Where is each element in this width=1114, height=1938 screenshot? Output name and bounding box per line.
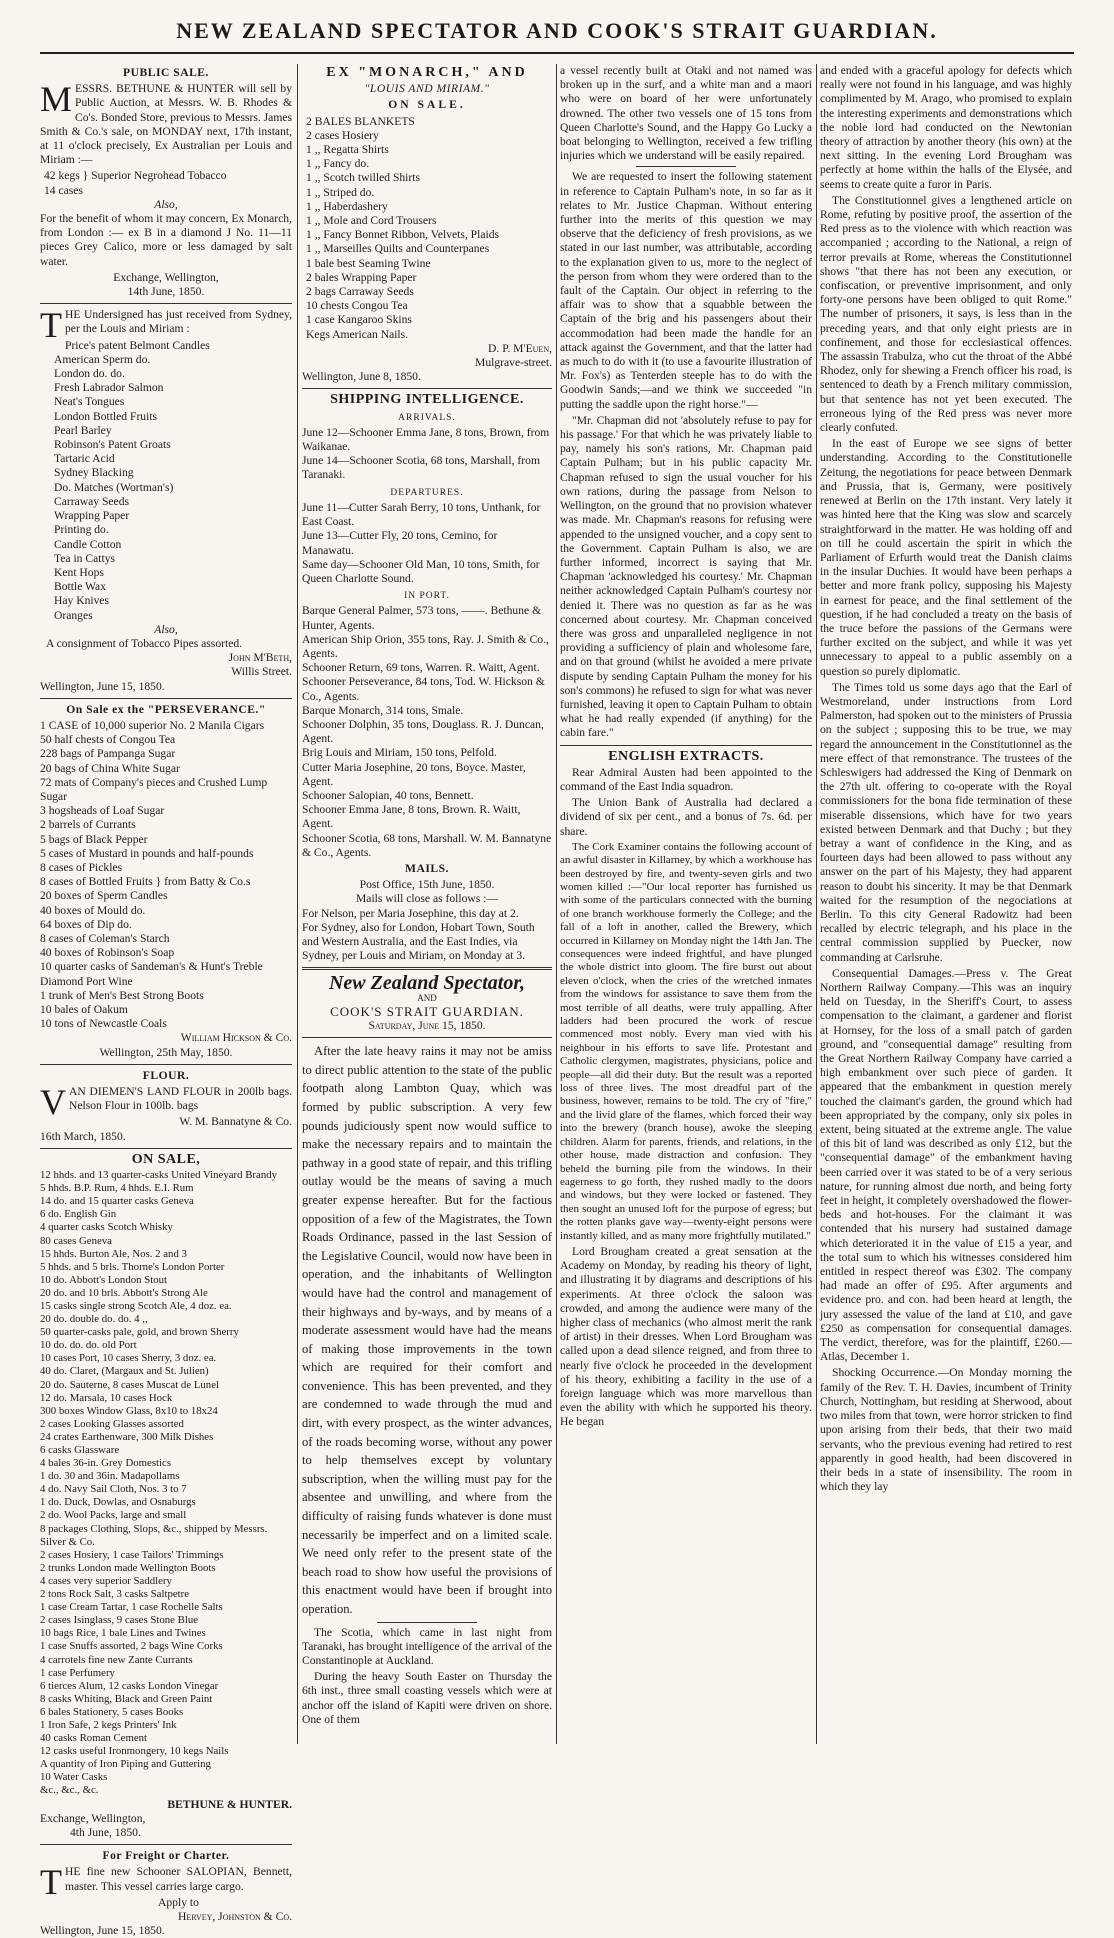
list-item: 2 do. Wool Packs, large and small bbox=[40, 1509, 187, 1522]
column-divider bbox=[556, 64, 557, 1744]
denmark-paragraph: In the east of Europe we see signs of better understanding. According to the Constitutionelle Zeitung, the negotiations for peace between Denmark and Prussia, that is, Germany, were positively renewed at Berlin on the 17th instant. Very lately it was hinted here that the King was slow and scarcely straightforward in the matter. He was holding off and on till he could ascertain the spirit in which the Parliament of Erfurth would treat the Danish claims in the insular Duchies. It would have been perhaps a better and more frank policy, supposing his Majesty in earnest for peace, and the final settlement of the question, if he had concluded a treaty on the basis of the truce before the passions of the Germans were further excited on the subject, and while it was yet unnecessary to appeal to a public assembly on a question so purely diplomatic. bbox=[820, 437, 1072, 678]
austen-paragraph: Rear Admiral Austen had been appointed to the command of the East India squadron. bbox=[560, 765, 812, 793]
list-item: Bottle Wax bbox=[54, 580, 106, 594]
list-item: 10 do. do. do. old Port bbox=[40, 1339, 137, 1352]
on-sale-items bbox=[40, 1169, 292, 1798]
list-item: 1 Iron Safe, 2 kegs Printers' Ink bbox=[40, 1718, 177, 1731]
monarch-items bbox=[302, 115, 552, 342]
list-item: 8 cases of Bottled Fruits } from Batty & Co.s bbox=[40, 875, 251, 889]
public-sale-body: MESSRS. BETHUNE & HUNTER will sell by Public Auction, at Messrs. W. B. Rhodes & Co's. Bonded Store, previous to Messrs. James Smith & Co.'s sale, on MONDAY next, 17th instant, at 11 o'clock precisely, Ex Australian per Louis and Miriam :— bbox=[40, 79, 292, 167]
list-item: 2 trunks London made Wellington Boots bbox=[40, 1561, 216, 1574]
list-item: 1 CASE of 10,000 superior No. 2 Manila Cigars bbox=[40, 718, 265, 732]
freight-body: THE fine new Schooner SALOPIAN, Bennett, master. This vessel carries large cargo. bbox=[40, 1862, 292, 1903]
list-item: American Sperm do. bbox=[54, 352, 151, 366]
union-bank-paragraph: The Union Bank of Australia had declared a dividend of six per cent., and a bonus of 7s. 6d. per share. bbox=[560, 796, 812, 838]
list-item: 50 quarter-casks pale, gold, and brown Sherry bbox=[40, 1326, 239, 1339]
list-item: American Ship Orion, 355 tons, Ray. J. Smith & Co., Agents. bbox=[302, 632, 549, 660]
list-item: 1 case Perfumery bbox=[40, 1666, 115, 1679]
list-item: 20 boxes of Sperm Candles bbox=[40, 889, 168, 903]
list-item: 40 do. Claret, (Margaux and St. Julien) bbox=[40, 1365, 209, 1378]
top-rule bbox=[40, 52, 1074, 54]
list-item: 10 bales of Oakum bbox=[40, 1003, 128, 1016]
list-item: Brig Louis and Miriam, 150 tons, Pelfold. bbox=[302, 746, 497, 760]
arrivals-list bbox=[302, 426, 552, 483]
public-sale-body-2: For the benefit of whom it may concern, Ex Monarch, from London :— ex B in a diamond J No. 11—11 pieces Grey Calico, more or less damaged by salt water. bbox=[40, 212, 292, 268]
column-3 bbox=[560, 64, 812, 1744]
page-title: NEW ZEALAND SPECTATOR AND COOK'S STRAIT GUARDIAN. bbox=[176, 18, 938, 43]
list-item: Neat's Tongues bbox=[54, 395, 125, 409]
list-item: Carraway Seeds bbox=[54, 494, 130, 508]
times-paragraph: The Times told us some days ago that the Earl of Westmoreland, under instructions from Lord Palmerston, had spoken out to the ministers of Prussia on the subject ; supposing this to be true, we may regard the announcement in the Constitutionnel as the mere effect of that remonstrance. The trustees of the Schleswigers had addressed the King of Denmark on the 27th ult. offering to co-operate with the Royal commissioners for the bona fide termination of these miserable dissensions, which have for two years existed between Denmark and that Duchy ; but they betray a want of confidence in the King, and as fourteen days had been allowed to pass without any answer on the part of his Majesty, they had apparent reason to doubt his sincerity. It may be that Denmark waited for the resumption of the negociations at Berlin. To this city General Radowitz had been recalled by electric telegraph, and his place in the central commission supplied by Puecker, now commanding at Carlsruhe. bbox=[820, 680, 1072, 964]
list-item: 8 cases of Pickles bbox=[40, 860, 123, 874]
list-item: &c., &c., &c. bbox=[40, 1784, 99, 1797]
list-item: 1 ,, Striped do. bbox=[306, 185, 375, 199]
list-item: 20 do. Sauterne, 8 cases Muscat de Lunel bbox=[40, 1378, 219, 1391]
list-item: Cutter Maria Josephine, 20 tons, Boyce. Master, Agent. bbox=[302, 760, 526, 788]
list-item: 20 bags of China White Sugar bbox=[40, 761, 180, 775]
list-item: 8 cases of Coleman's Starch bbox=[40, 931, 170, 945]
list-item: 10 cases Port, 10 cases Sherry, 3 doz. ea. bbox=[40, 1352, 217, 1365]
on-sale-heading: ON SALE, bbox=[131, 1151, 201, 1167]
pulham-paragraph: We are requested to insert the following statement in reference to Captain Pulham's note, in so far as it relates to Mr. Justice Chapman. Without entering further into the merits of this question we may observe that the deficiency of fresh provisions, as we stated in our last number, was attributable, according to the explanation given to us, more to the neglect of the person from whom they were ordered than to the fault of the Captain. Our object in referring to the affair was to show that a squabble between the Captain of the brig and his passengers about their accommodation had been made the handle for an attack against the Government, and that the latter had as much to do with it (to use a favourite illustration of Mr. Fox's) as Tenterden steeple has to do with the Goodwin Sands;—and we think we succeeded "in putting the saddle upon the right horse."— bbox=[560, 170, 812, 411]
list-item: 10 do. Abbott's London Stout bbox=[40, 1273, 168, 1286]
list-item: 10 tons of Newcastle Coals bbox=[40, 1017, 167, 1031]
mails-list bbox=[302, 907, 552, 964]
list-item: 20 do. and 10 brls. Abbott's Strong Ale bbox=[40, 1286, 208, 1299]
column-divider bbox=[816, 64, 817, 1744]
gale-paragraph: During the heavy South Easter on Thursday the 6th inst., three small coasting vessels which were at anchor off the island of Kapiti were driven on shore. One of them bbox=[302, 1670, 552, 1726]
list-item: 1 case Kangaroo Skins bbox=[306, 313, 412, 327]
column-4 bbox=[820, 64, 1072, 1744]
chapman-paragraph: "Mr. Chapman did not 'absolutely refuse to pay for his passage.' For that which he was privately liable to pay, namely his son's rations, Mr. Chapman paid Captain Pulham; but in his public capacity Mr. Chapman refused to sign the usual voucher for his own rations, during the passage from Nelson to Wellington, on the ground that no provision whatever was made. Mr. Chapman's reasons for refusing were appended to the unsigned voucher, and a copy sent to the Government. Captain Pulham is also, we are further informed, incorrect is saying that Mr. Chapman 'acknowledged his courtesy.' Mr. Chapman neither acknowledged Captain Pulham's courtesy nor denied it. There was no question as far as he was concerned about courtesy. Mr. Chapman conceived there was gross and unparalleled negligence in not providing a sufficiency of plain and wholesome fare, and on that ground (whilst he avoided a mere private dispute by sending Captain Pulham the money for his son's commons) he refused to sign for what was never furnished, leaving it open to Captain Pulham to obtain what he had really expended (if anything) for the cabin fare." bbox=[560, 413, 812, 740]
public-sale-items: 42 kegs } Superior Negrohead Tobacco 14 cases bbox=[44, 169, 227, 197]
list-item: 2 bags Carraway Seeds bbox=[306, 285, 414, 299]
list-item: June 14—Schooner Scotia, 68 tons, Marshall, from Taranaki. bbox=[302, 454, 540, 482]
list-item: 4 do. Navy Sail Cloth, Nos. 3 to 7 bbox=[40, 1483, 187, 1496]
list-item: Schooner Perseverance, 84 tons, Tod. W. Hickson & Co., Agents. bbox=[302, 675, 545, 703]
list-item: 12 do. Marsala, 10 cases Hock bbox=[40, 1391, 173, 1404]
list-item: 6 tierces Alum, 12 casks London Vinegar bbox=[40, 1679, 219, 1692]
list-item: 15 hhds. Burton Ale, Nos. 2 and 3 bbox=[40, 1247, 187, 1260]
list-item: 40 casks Roman Cement bbox=[40, 1732, 148, 1745]
list-item: 10 bags Rice, 1 bale Lines and Twines bbox=[40, 1627, 206, 1640]
list-item: 1 ,, Scotch twilled Shirts bbox=[306, 171, 421, 185]
list-item: Same day—Schooner Old Man, 10 tons, Smith, for Queen Charlotte Sound. bbox=[302, 557, 540, 585]
list-item: 6 do. English Gin bbox=[40, 1208, 117, 1221]
list-item: 6 casks Glassware bbox=[40, 1444, 120, 1456]
list-item: 12 hhds. and 13 quarter-casks United Vineyard Brandy bbox=[40, 1169, 278, 1182]
list-item: 2 barrels of Currants bbox=[40, 818, 136, 832]
list-item: 1 ,, Mole and Cord Trousers bbox=[306, 214, 437, 228]
list-item: 4 bales 36-in. Grey Domestics bbox=[40, 1457, 172, 1470]
list-item: London Bottled Fruits bbox=[54, 409, 158, 423]
departures-list bbox=[302, 501, 552, 586]
list-item: 72 mats of Company's pieces and Crushed Lump Sugar bbox=[40, 775, 268, 803]
list-item: 80 cases Geneva bbox=[40, 1234, 112, 1247]
column-1: PUBLIC SALE. MESSRS. BETHUNE & HUNTER will sell by Public Auction, at Messrs. W. B. Rhodes & Co's. Bonded Store, previous to Messrs. James Smith & Co.'s sale, on MONDAY next, 17th instant, at 11 o'clock precisely, Ex Australian per Louis and Miriam :— 42 kegs } Superior Negrohead Tobacco 14 cases Also, For the benefit of whom it may concern, Ex Monarch, from London :— ex B in a diamond J No. 11—11 pieces Grey Calico, more or less damaged by salt water. Exchange, Wellington, 14th June, 1850. THE Undersigned has just received from Sydney, per the Louis and Miriam : Price's patent Belmont Candles American Sperm do. London do. do. Fresh Labrador Salmon Neat's Tongues London Bottled Fruits Pearl Barley Robinson's Patent Groats Tartaric Acid Sydney Blacking Do. Matches (Wortman's) Carraway Seeds Wrapping Paper Printing do. Candle Cotton Tea in Cattys Kent Hops Bottle Wax Hay Knives Oranges Also, A consignment of Tobacco Pipes assorted. John M'Beth, Willis Street. Wellington, June 15, 1850. On Sale ex the "PERSEVERANCE." 1 CASE of 10,000 superior No. 2 Manila Cigars 50 half chests of Congou Tea 228 bags of Pampanga Sugar 20 bags of China White Sugar 72 mats of Company's pieces and Crushed Lump Sugar 3 hogsheads of Loaf Sugar 2 barrels of Currants 5 bags of Black Pepper 5 cases of Mustard in pounds and half-pounds 8 cases of Pickles 8 cases of Bottled Fruits } from Batty & Co.s 20 boxes of Sperm Candles 40 boxes of Mould do. 64 boxes of Dip do. 8 cases of Coleman's Starch 40 boxes of Robinson's Soap 10 quarter casks of Sandeman's & Hunt's Treble Diamond Port Wine 1 trunk of Men's Best Strong Boots 10 bales of Oakum 10 tons of Newcastle Coals William Hickson & Co. Wellington, 25th May, 1850. FLOUR. VAN DIEMEN'S LAND FLOUR in 200lb bags. Nelson Flour in 100lb. bags W. M. Bannatyne & Co. 16th March, 1850. ON SALE, 12 hhds. and 13 quarter-casks United Vineyard Brandy 5 hhds. B.P. Rum, 4 hhds. E.I. Rum 14 do. and 15 quarter casks Geneva 6 do. English Gin 4 quarter casks Scotch Whisky 80 cases Geneva 15 hhds. Burton Ale, Nos. 2 and 3 5 hhds. and 5 brls. Thorne's London Porter 10 do. Abbott's London Stout 20 do. and 10 brls. Abbott's Strong Ale 15 casks single strong Scotch Ale, 4 doz. ea. 20 do. double do. do. 4 ,, 50 quarter-casks pale, gold, and brown Sherry 10 do. do. do. old Port 10 cases Port, 10 cases Sherry, 3 doz. ea. 40 do. Claret, (Margaux and St. Julien) 20 do. Sauterne, 8 cases Muscat de Lunel 12 do. Marsala, 10 cases Hock 300 boxes Window Glass, 8x10 to 18x24 2 cases Looking Glasses assorted 24 crates Earthenware, 300 Milk Dishes 6 casks Glassware 4 bales 36-in. Grey Domestics 1 do. 30 and 36in. Madapollams 4 do. Navy Sail Cloth, Nos. 3 to 7 1 do. Duck, Dowlas, and Osnaburgs 2 do. Wool Packs, large and small 8 packages Clothing, Slops, &c., shipped by Messrs. Silver & Co. 2 cases Hosiery, 1 case Tailors' Trimmings 2 trunks London made Wellington Boots 4 cases very superior Saddlery 2 tons Rock Salt, 3 casks Saltpetre 1 case Cream Tartar, 1 case Rochelle Salts 2 cases Isinglass, 9 cases Stone Blue 10 bags Rice, 1 bale Lines and Twines 1 case Snuffs assorted, 2 bags Wine Corks 4 carrotels fine new Zante Currants 1 case Perfumery 6 tierces Alum, 12 casks London Vinegar 8 casks Whiting, Black and Green Paint 6 bales Stationery, 5 cases Books 1 Iron Safe, 2 kegs Printers' Ink 40 casks Roman Cement 12 casks useful Ironmongery, 10 kegs Nails A quantity of Iron Piping and Guttering 10 Water Casks &c., &c., &c. BETHUNE & HUNTER. Exchange, Wellington, 4th June, 1850. For Freight or Charter. THE fine new Schooner SALOPIAN, Bennett, master. This vessel carries large cargo. Apply to Hervey, Johnston & Co. Wellington, June 15, 1850. bbox=[40, 66, 292, 1938]
list-item: 1 do. 30 and 36in. Madapollams bbox=[40, 1470, 180, 1483]
list-item: 1 do. Duck, Dowlas, and Osnaburgs bbox=[40, 1496, 196, 1509]
list-item: 10 quarter casks of Sandeman's & Hunt's Treble Diamond Port Wine bbox=[40, 960, 263, 988]
column-divider bbox=[297, 64, 298, 1744]
list-item: 12 casks useful Ironmongery, 10 kegs Nails bbox=[40, 1745, 229, 1758]
list-item: June 11—Cutter Sarah Berry, 10 tons, Unthank, for East Coast. bbox=[302, 500, 541, 529]
undersigned-advert: THE Undersigned has just received from Sydney, per the Louis and Miriam : bbox=[40, 305, 292, 346]
list-item: 4 cases very superior Saddlery bbox=[40, 1574, 172, 1587]
list-item: 1 case Snuffs assorted, 2 bags Wine Corks bbox=[40, 1640, 223, 1653]
list-item: Fresh Labrador Salmon bbox=[54, 381, 164, 395]
list-item: Barque General Palmer, 573 tons, ——. Bethune & Hunter, Agents. bbox=[302, 604, 542, 632]
list-item: Kegs American Nails. bbox=[306, 327, 409, 341]
list-item: Tea in Cattys bbox=[54, 551, 116, 565]
list-item: 10 Water Casks bbox=[40, 1771, 108, 1784]
list-item: Robinson's Patent Groats bbox=[54, 438, 171, 452]
list-item: Barque Monarch, 314 tons, Smale. bbox=[302, 703, 464, 717]
damages-paragraph: Consequential Damages.—Press v. The Great Northern Railway Company.—This was an inquiry held on Tuesday, in the Sheriff's Court, to assess compensation to the claimant, a gardener and florist at Hornsey, for the loss of a small patch of garden ground, and "consequential damage" resulting from the Great Northern Railway Company have carried a high embankment over such piece of garden. It appeared that the embankment in question merely touched the claimant's garden, the ground which had been appropriated by the company, only six poles in extent, being situated at the extreme angle. The value of this bit of land was described as only £12, but the "consequential damage" of the embankment having been carried over it was stated to be of a very serious nature, for running almost due north, and being forty feet in height, it completely overshadowed the flower-beds and hot-houses. For the claimant it was contended that his nursery had sustained damage which deteriorated it in the value of £15 a year, and the total sum to which his witnesses considered him entitled in respect thereof was £302. The company had made an offer of £95. After arguments and evidence pro. and con. had been heard at length, the jury assessed the value of the land at £10, and gave £250 as compensation for consequential damages. The verdict, therefore, was for the plaintiff, £260.—Atlas, December 1. bbox=[820, 966, 1072, 1364]
public-sale-heading: PUBLIC SALE. bbox=[123, 66, 209, 79]
list-item: 300 boxes Window Glass, 8x10 to 18x24 bbox=[40, 1404, 218, 1417]
list-item: June 12—Schooner Emma Jane, 8 tons, Brown, from Waikanae. bbox=[302, 425, 550, 454]
freight-heading: For Freight or Charter. bbox=[102, 1849, 230, 1863]
killarney-paragraph: The Cork Examiner contains the following account of an awful disaster in Killarney, by which a workhouse has been destroyed by fire, and twenty-seven girls and two women killed :—"Our local reporter has furnished us with some of the particulars connected with the burning of one branch workhouse formerly the College; and the fall of a loft in another, called the Brewery, which occurred in Killarney on Monday night the 14th Jan. The consequences were indeed frightful, and have plunged the whole district into gloom. The fire burst out about eleven o'clock, when the cries of the wretched inmates from the windows for assistance to save them from the most terrible of all deaths, were truly appalling. After ladders had been procured the work of rescue commenced most nobly. Every man vied with his neighbour in his efforts to save life. Protestant and Catholic clergymen, magistrates, physicians, police and people—all did their duty. But the result was a reported loss of three lives. The most dreadful part of the business, however, remains to be told. The cry of "fire," and the livid glare of the flames, which forced their way into the brewery (branch house), awoke the sleeping children. Alarm for parents, friends, and relations, in the other house, made distraction and confusion. They beheld the burning pile from the windows. In their eagerness to go forth, they rushed madly to the doors and windows, but they were locked or fastened. They then sought an unused loft for the purpose of egress; but the rotten planks gave way—twenty-eight persons were instantly killed, and as many more frightfully mutilated." bbox=[560, 840, 812, 1242]
list-item: 1 ,, Fancy do. bbox=[306, 157, 370, 171]
undersigned-items bbox=[40, 339, 292, 623]
in-port-list bbox=[302, 604, 552, 860]
english-extracts-heading: ENGLISH EXTRACTS. bbox=[608, 748, 764, 764]
perseverance-items bbox=[40, 719, 292, 1031]
list-item: 2 cases Hosiery, 1 case Tailors' Trimmings bbox=[40, 1548, 224, 1561]
editorial-text: After the late heavy rains it may not be amiss to direct public attention to the state of the public footpath along Lambton Quay, which was formed by public subscription. A very few pounds judiciously spent now would suffice to make the necessary repairs and to maintain the pathway in a good state of repair, and this trifling outlay would be the means of saving a much greater expense hereafter. But for the factious opposition of a few of the Magistrates, the Town Roads Ordinance, passed in the last Session of the Legislative Council, would now have been in operation, and the inhabitants of Wellington would have had the control and management of their highways and by-ways, and by means of a moderate assessment would have had the means of making those improvements in the town which are required for their comfort and convenience. This has been prevented, and they are condemned to wade through the mud and dirt, with every prospect, as the winter advances, of the roads becoming worse, without any power to help themselves except by voluntary subscription, when the willing must pay for the absentee and unwilling, and where from the difficulty of raising funds whatever is done must necessarily be imperfect and on a limited scale. We need only refer to the present state of the beach road to show how useful the provisions of this enactment would have been if brought into operation. bbox=[302, 1044, 552, 1617]
list-item: 3 hogsheads of Loaf Sugar bbox=[40, 804, 165, 818]
list-item: Candle Cotton bbox=[54, 537, 122, 551]
list-item: 1 ,, Regatta Shirts bbox=[306, 143, 389, 157]
list-item: 2 cases Looking Glasses assorted bbox=[40, 1417, 184, 1430]
list-item: 5 cases of Mustard in pounds and half-pounds bbox=[40, 846, 254, 860]
list-item: Kent Hops bbox=[54, 565, 104, 579]
column-2: EX "MONARCH," AND "LOUIS AND MIRIAM." ON SALE. 2 BALES BLANKETS 2 cases Hosiery 1 ,, Regatta Shirts 1 ,, Fancy do. 1 ,, Scotch twilled Shirts 1 ,, Striped do. 1 ,, Haberdashery 1 ,, Mole and Cord Trousers 1 ,, Fancy Bonnet Ribbon, Velvets, Plaids 1 ,, Marseilles Quilts and Counterpanes 1 bale best Seaming Twine 2 bales Wrapping Paper 2 bags Carraway Seeds 10 chests Congou Tea 1 case Kangaroo Skins Kegs American Nails. D. P. M'Euen, Mulgrave-street. Wellington, June 8, 1850. SHIPPING INTELLIGENCE. ARRIVALS. June 12—Schooner Emma Jane, 8 tons, Brown, from Waikanae. June 14—Schooner Scotia, 68 tons, Marshall, from Taranaki. DEPARTURES. June 11—Cutter Sarah Berry, 10 tons, Unthank, for East Coast. June 13—Cutter Fly, 20 tons, Cemino, for Manawatu. Same day—Schooner Old Man, 10 tons, Smith, for Queen Charlotte Sound. IN PORT. Barque General Palmer, 573 tons, ——. Bethune & Hunter, Agents. American Ship Orion, 355 tons, Ray. J. Smith & Co., Agents. Schooner Return, 69 tons, Warren. R. Waitt, Agent. Schooner Perseverance, 84 tons, Tod. W. Hickson & Co., Agents. Barque Monarch, 314 tons, Smale. Schooner Dolphin, 35 tons, Douglass. R. J. Duncan, Agent. Brig Louis and Miriam, 150 tons, Pelfold. Cutter Maria Josephine, 20 tons, Boyce. Master, Agent. Schooner Salopian, 40 tons, Bennett. Schooner Emma Jane, 8 tons, Brown. R. Waitt, Agent. Schooner Scotia, 68 tons, Marshall. W. M. Bannatyne & Co., Agents. MAILS. Post Office, 15th June, 1850. Mails will close as follows :— For Nelson, per Maria Josephine, this day at 2. For Sydney, also for London, Hobart Town, South and Western Australia, and the East Indies, via Sydney, per Louis and Miriam, on Monday at 3. New Zealand Spectator, AND COOK'S STRAIT GUARDIAN. Saturday, June 15, 1850. After the late heavy rains it may not be amiss to direct public attention to the state of the public footpath along Lambton Quay, which was formed by public subscription. A very few pounds judiciously spent now would suffice to make the necessary repairs and to maintain the pathway in a good state of repair, and this trifling outlay would be the means of saving a much greater expense hereafter. But for the factious opposition of a few of the Magistrates, the Town Roads Ordinance, passed in the last Session of the Legislative Council, would now have been in operation, and the inhabitants of Wellington would have had the control and management of their highways and by-ways, and by means of a moderate assessment would have had the means of making those improvements in the town which are required for their comfort and convenience. This has been prevented, and they are condemned to wade through the mud and dirt, with every prospect, as the winter advances, of the roads becoming worse, without any power to help themselves except by voluntary subscription, when the willing must pay for the absentee and unwilling, and where from the difficulty of raising funds whatever is done must necessarily be imperfect and on a limited scale. We need only refer to the present state of the beach road to show how useful the provisions of this enactment would have been if brought into operation. The Scotia, which came in last night from Taranaki, has brought intelligence of the arrival of the Constantinople at Auckland. During the heavy South Easter on Thursday the 6th inst., three small coasting vessels which were at anchor off the island of Kapiti were driven on shore. One of them bbox=[302, 65, 552, 1726]
list-item: Schooner Emma Jane, 8 tons, Brown. R. Waitt, Agent. bbox=[302, 803, 521, 831]
list-item: Sydney Blacking bbox=[54, 466, 134, 480]
list-item: 1 ,, Marseilles Quilts and Counterpanes bbox=[306, 242, 490, 256]
brougham-paragraph: Lord Brougham created a great sensation at the Academy on Monday, by reading his theory of light, and illustrating it by diagrams and descriptions of his experiments. At three o'clock the saloon was crowded, and among the audience were many of the higher class of mechanics (who almost merit the rank of artist) in their dresses. When Lord Brougham was called upon a dead silence reigned, and from three to nearly five o'clock he proceeded in the development of his theory, exhibiting a facility in the use of a foreign language which was more marvellous than even the ability with which he supported his theory. He began bbox=[560, 1244, 812, 1429]
list-item: 40 boxes of Robinson's Soap bbox=[40, 946, 175, 960]
list-item: 14 do. and 15 quarter casks Geneva bbox=[40, 1195, 194, 1208]
list-item: 1 trunk of Men's Best Strong Boots bbox=[40, 988, 204, 1002]
list-item: 2 tons Rock Salt, 3 casks Saltpetre bbox=[40, 1588, 190, 1601]
list-item: 4 quarter casks Scotch Whisky bbox=[40, 1221, 173, 1234]
list-item: For Sydney, also for London, Hobart Town, South and Western Australia, and the East Indies, via Sydney, per Louis and Miriam, on Monday at 3. bbox=[302, 920, 535, 963]
list-item: Oranges bbox=[54, 608, 93, 622]
list-item: 1 case Cream Tartar, 1 case Rochelle Salts bbox=[40, 1601, 223, 1614]
list-item: Tartaric Acid bbox=[54, 452, 115, 466]
list-item: 2 BALES BLANKETS bbox=[306, 114, 415, 128]
constitutionnel-paragraph: The Constitutionnel gives a lengthened article on Rome, refuting by positive proof, the assertion of the Red press as to the violence with which reaction was accompanied ; according to the National, a reign of terror prevails at Rome, whereas the Constitutionnel shows "that there has not been any execution, or confiscation, or preventive imprisonment, and only forty-one persons have been obliged to quit Rome." The number of prisoners, it says, is less than in the preceding years, and that only eight priests are in confinement, and those for ecclesiastical offences. The assassin Trabulza, who cut the throat of the Abbé Rhodez, only for shewing a French officer his road, is sentenced to death by a French military commission, but that sentence has not yet been executed. The erroneous lying of the Red press was never more clearly confuted. bbox=[820, 193, 1072, 435]
list-item: Hay Knives bbox=[54, 594, 110, 608]
list-item: 5 hhds. B.P. Rum, 4 hhds. E.I. Rum bbox=[40, 1182, 194, 1195]
scotia-paragraph: The Scotia, which came in last night from Taranaki, has brought intelligence of the arrival of the Constantinople at Auckland. bbox=[302, 1625, 552, 1668]
list-item: Printing do. bbox=[54, 523, 109, 537]
list-item: For Nelson, per Maria Josephine, this day at 2. bbox=[302, 906, 519, 920]
list-item: Pearl Barley bbox=[54, 423, 112, 437]
list-item: 20 do. double do. do. 4 ,, bbox=[40, 1313, 148, 1326]
list-item: 2 bales Wrapping Paper bbox=[306, 270, 417, 284]
monarch-heading: EX "MONARCH," AND bbox=[326, 65, 528, 80]
list-item: 10 chests Congou Tea bbox=[306, 299, 408, 313]
list-item: Schooner Return, 69 tons, Warren. R. Waitt, Agent. bbox=[302, 661, 540, 675]
brougham-continued: and ended with a graceful apology for defects which really were not found in his language, and was highly complimented by M. Arago, who promised to explain the interesting experiments and demonstrations which the noble lord had conducted on the Newtonian theory of attraction by another theory (his own) at the next sitting. In the evening Lord Brougham was perfectly at home within the halls of the Elysée, and seems to create quite a furor in Paris. bbox=[820, 64, 1072, 191]
wreck-paragraph: a vessel recently built at Otaki and not named was broken up in the surf, and a white man and a maori who were on board of her were unfortunately drowned. The other two vessels one of 15 tons from Queen Charlotte's Sound, and the Happy Go Lucky a boat belonging to Wellington, received a few trifling injuries which we understand will be easily repaired. bbox=[560, 64, 812, 163]
list-item: 64 boxes of Dip do. bbox=[40, 917, 132, 931]
list-item: 8 casks Whiting, Black and Green Paint bbox=[40, 1692, 213, 1705]
list-item: 8 packages Clothing, Slops, &c., shipped by Messrs. Silver & Co. bbox=[40, 1522, 268, 1548]
list-item: 15 casks single strong Scotch Ale, 4 doz. ea. bbox=[40, 1299, 232, 1312]
list-item: A quantity of Iron Piping and Guttering bbox=[40, 1758, 211, 1771]
list-item: 1 ,, Fancy Bonnet Ribbon, Velvets, Plaids bbox=[306, 228, 500, 242]
list-item: 1 bale best Seaming Twine bbox=[306, 256, 431, 270]
list-item: 5 hhds. and 5 brls. Thorne's London Porter bbox=[40, 1260, 225, 1273]
list-item: 24 crates Earthenware, 300 Milk Dishes bbox=[40, 1430, 214, 1443]
list-item: Schooner Dolphin, 35 tons, Douglass. R. J. Duncan, Agent. bbox=[302, 717, 544, 746]
flour-body: VAN DIEMEN'S LAND FLOUR in 200lb bags. Nelson Flour in 100lb. bags bbox=[40, 1082, 292, 1123]
list-item: 1 ,, Haberdashery bbox=[306, 199, 388, 213]
list-item: 5 bags of Black Pepper bbox=[40, 832, 148, 846]
list-item: London do. do. bbox=[54, 367, 125, 381]
list-item: Wrapping Paper bbox=[54, 509, 130, 523]
list-item: 2 cases Isinglass, 9 cases Stone Blue bbox=[40, 1614, 199, 1627]
list-item: 2 cases Hosiery bbox=[306, 128, 379, 142]
flour-heading: FLOUR. bbox=[142, 1068, 190, 1082]
mails-heading: MAILS. bbox=[405, 861, 449, 875]
shipping-heading: SHIPPING INTELLIGENCE. bbox=[330, 392, 524, 408]
list-item: 228 bags of Pampanga Sugar bbox=[40, 747, 176, 761]
shocking-occurrence-paragraph: Shocking Occurrence.—On Monday morning the family of the Rev. T. H. Davies, incumbent of Trinity Church, Nottingham, but residing at Sherwood, about two miles from that town, were horror stricken to find upon arising from their beds, that their two maid servants, who the previous evening had retired to rest apparently in good health, had been discovered in their beds in a state of insensibility. The room in which they lay bbox=[820, 1366, 1072, 1494]
list-item: Schooner Salopian, 40 tons, Bennett. bbox=[302, 788, 474, 802]
list-item: Do. Matches (Wortman's) bbox=[54, 480, 174, 494]
list-item: 6 bales Stationery, 5 cases Books bbox=[40, 1705, 184, 1718]
list-item: June 13—Cutter Fly, 20 tons, Cemino, for Manawatu. bbox=[302, 529, 498, 557]
list-item: 4 carrotels fine new Zante Currants bbox=[40, 1653, 193, 1666]
list-item: Price's patent Belmont Candles bbox=[65, 338, 210, 352]
list-item: Schooner Scotia, 68 tons, Marshall. W. M. Bannatyne & Co., Agents. bbox=[302, 831, 552, 859]
list-item: 50 half chests of Congou Tea bbox=[40, 733, 176, 747]
list-item: 40 boxes of Mould do. bbox=[40, 903, 146, 917]
perseverance-heading: On Sale ex the "PERSEVERANCE." bbox=[66, 702, 266, 716]
paper-masthead: New Zealand Spectator, bbox=[328, 972, 526, 995]
